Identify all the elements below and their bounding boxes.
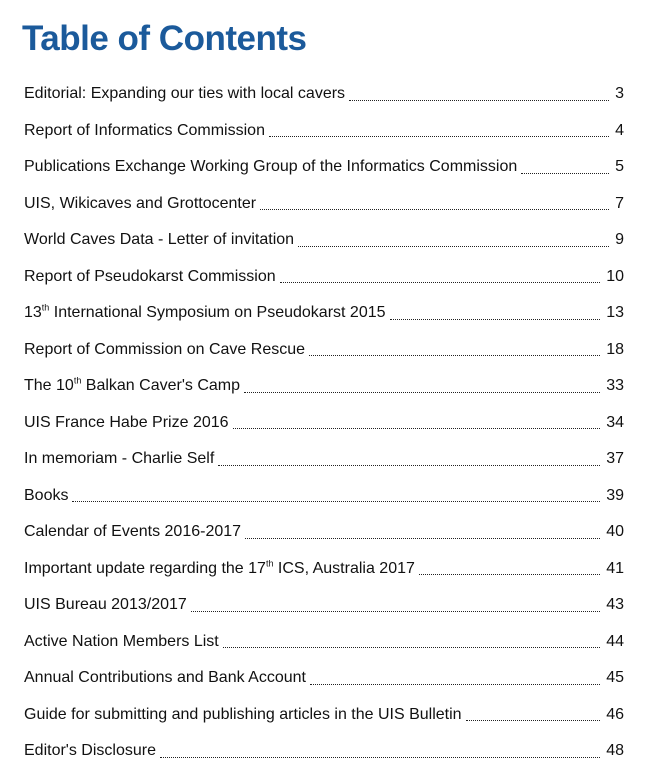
toc-entry-page-number: 43 [606,596,624,613]
toc-entry-title [24,660,310,697]
dot-leader [349,100,609,101]
toc-entry-page-number: 13 [606,304,624,321]
toc-entry[interactable] [24,551,624,588]
toc-entry-title-text-continued: Balkan Caver's Camp [81,377,240,394]
toc-entry-title [24,295,390,332]
toc-entry-page-number: 3 [615,85,624,102]
toc-entry-title [24,551,419,588]
dot-leader [309,355,600,356]
toc-entry-title [24,76,349,113]
dot-leader [245,538,600,539]
toc-entry-page-number: 33 [606,377,624,394]
toc-entry-page-number: 37 [606,450,624,467]
dot-leader [390,319,601,320]
dot-leader [260,209,609,210]
toc-entry-title-text: UIS, Wikicaves and Grottocenter [24,194,257,212]
toc-entry-title-text: In memoriam - Charlie Self [24,450,215,467]
toc-entry[interactable] [24,259,624,296]
toc-entry-page-number: 40 [606,523,624,540]
toc-entry[interactable] [24,624,624,661]
toc-list [24,76,624,770]
dot-leader [280,282,601,283]
toc-entry-title-superscript: th [41,302,50,313]
toc-entry[interactable] [24,587,624,624]
toc-entry[interactable] [24,514,624,551]
toc-entry[interactable] [24,660,624,697]
toc-entry-title [24,697,466,734]
toc-entry-title [24,113,269,150]
toc-entry[interactable] [24,332,624,369]
toc-entry-title-superscript: th [265,558,274,569]
toc-entry[interactable] [24,441,624,478]
dot-leader [191,611,600,612]
toc-entry-page-number: 5 [615,158,624,175]
toc-entry-title [24,222,298,259]
toc-entry-title-text: Editorial: Expanding our ties with local cavers [24,85,346,102]
toc-entry-page-number: 9 [615,231,624,248]
toc-entry[interactable] [24,149,624,186]
toc-entry-title-text: Important update regarding the 17 [24,559,266,577]
toc-entry-title-text: The 10 [24,377,74,394]
toc-entry-title [24,186,260,223]
toc-entry-page-number: 44 [606,632,624,650]
toc-entry-title-text: UIS Bureau 2013/2017 [24,596,187,613]
dot-leader [310,684,600,685]
toc-entry-title [24,259,280,296]
toc-entry-title-text: 13 [24,304,42,321]
toc-entry-title [24,368,244,405]
toc-entry-title-text-continued: ICS, Australia 2017 [273,559,415,577]
toc-entry-title [24,441,218,478]
dot-leader [269,136,609,137]
toc-entry-title-text: UIS France Habe Prize 2016 [24,413,229,431]
dot-leader [160,757,600,758]
dot-leader [72,501,600,502]
toc-entry-title [24,332,309,369]
dot-leader [466,720,601,721]
toc-entry-title-text-continued: International Symposium on Pseudokarst 2015 [49,304,386,321]
toc-entry-title-text: Annual Contributions and Bank Account [24,669,306,686]
dot-leader [244,392,600,393]
toc-entry-title-text: Calendar of Events 2016-2017 [24,523,242,540]
toc-entry-page-number: 34 [606,413,624,431]
toc-entry[interactable] [24,733,624,770]
toc-entry-page-number: 7 [615,194,624,212]
dot-leader [223,647,600,648]
toc-entry[interactable] [24,368,624,405]
page-title: Table of Contents [22,19,307,58]
toc-entry[interactable] [24,113,624,150]
toc-entry-page-number: 10 [606,267,624,285]
toc-entry-page-number: 18 [606,340,624,358]
toc-entry-title [24,405,233,442]
toc-entry-title-text: World Caves Data - Letter of invitation [24,231,295,248]
toc-entry[interactable] [24,697,624,734]
toc-entry-page-number: 46 [606,705,624,723]
toc-entry-title-text: Guide for submitting and publishing articles in the UIS Bulletin [24,705,462,723]
dot-leader [521,173,609,174]
toc-entry[interactable] [24,186,624,223]
toc-entry-page-number: 45 [606,669,624,686]
toc-entry-page-number: 41 [606,559,624,577]
toc-entry-title-text: Active Nation Members List [24,632,219,650]
toc-entry-title [24,624,223,661]
dot-leader [233,428,601,429]
toc-entry-title-text: Editor's Disclosure [24,742,156,759]
toc-entry[interactable] [24,76,624,113]
dot-leader [298,246,609,247]
toc-entry-title-text: Report of Pseudokarst Commission [24,267,276,285]
dot-leader [419,574,600,575]
toc-entry-page-number: 48 [606,742,624,759]
toc-entry-title [24,733,160,770]
toc-entry[interactable] [24,478,624,515]
toc-entry-page-number: 4 [615,121,624,139]
toc-entry-title-text: Publications Exchange Working Group of the Informatics Commission [24,158,518,175]
toc-entry-title-text: Report of Informatics Commission [24,121,265,139]
toc-entry-title-superscript: th [73,375,82,386]
toc-entry-title [24,587,191,624]
toc-entry[interactable] [24,405,624,442]
dot-leader [218,465,600,466]
toc-entry-title-text: Report of Commission on Cave Rescue [24,340,306,358]
toc-entry[interactable] [24,222,624,259]
toc-entry-title [24,514,245,551]
toc-entry-title-text: Books [24,486,69,504]
toc-entry-page-number: 39 [606,486,624,504]
toc-entry[interactable] [24,295,624,332]
toc-entry-title [24,478,72,515]
toc-entry-title [24,149,521,186]
